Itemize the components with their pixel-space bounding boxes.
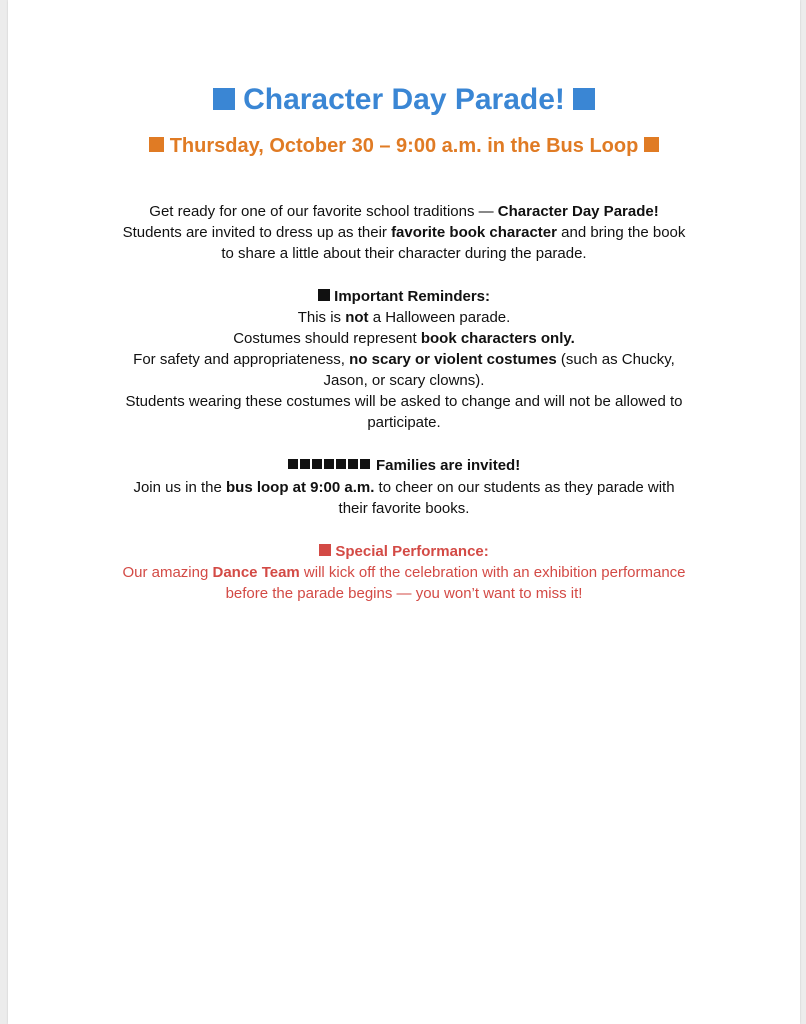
subtitle-text: Thursday, October 30 – 9:00 a.m. in the Bus Loop <box>169 135 639 157</box>
reminders-heading-text: Important Reminders: <box>334 288 491 305</box>
reminder-emphasis: no scary or violent costumes <box>349 351 557 368</box>
intro-line <box>8 222 800 243</box>
blue-square-icon <box>573 88 595 110</box>
reminder-line <box>8 307 800 328</box>
reminder-text: For safety and appropriateness, <box>133 351 350 368</box>
intro-line <box>8 201 800 222</box>
event-date-line <box>8 132 800 160</box>
reminder-line <box>8 349 800 370</box>
reminder-text: This is <box>297 309 346 326</box>
performance-text: Our amazing <box>122 563 213 581</box>
reminder-line: participate. <box>367 414 441 431</box>
intro-emphasis: favorite book character <box>391 224 557 241</box>
families-line: their favorite books. <box>338 499 470 517</box>
black-square-icon <box>318 289 330 301</box>
families-text: Join us in the <box>133 478 226 496</box>
performance-line <box>8 562 800 583</box>
performance-heading <box>8 541 800 562</box>
reminder-line: Students wearing these costumes will be asked to change and will not be allowed to <box>125 393 683 410</box>
intro-text: Get ready for one of our favorite school traditions — <box>149 203 498 220</box>
reminder-text: (such as Chucky, <box>556 351 675 368</box>
families-heading <box>8 455 800 477</box>
intro-text: and bring the book <box>556 224 686 241</box>
families-heading-text: Families are invited! <box>375 457 521 474</box>
reminders-heading <box>8 286 800 307</box>
reminder-text: a Halloween parade. <box>368 309 511 326</box>
families-line <box>8 477 800 498</box>
reminder-line <box>8 328 800 349</box>
flyer-title <box>8 80 800 120</box>
reminder-text: Costumes should represent <box>233 330 421 347</box>
performance-line: before the parade begins — you won’t want to miss it! <box>225 584 583 602</box>
families-section <box>8 455 800 519</box>
intro-text: Students are invited to dress up as their <box>122 224 392 241</box>
blue-square-icon <box>213 88 235 110</box>
black-squares-icon <box>288 454 372 475</box>
families-emphasis: bus loop at 9:00 a.m. <box>226 478 375 496</box>
performance-text: will kick off the celebration with an exhibition performance <box>299 563 686 581</box>
intro-emphasis: Character Day Parade! <box>497 203 659 220</box>
performance-emphasis: Dance Team <box>212 563 300 581</box>
orange-square-icon <box>644 137 659 152</box>
performance-heading-text: Special Performance: <box>335 542 489 560</box>
flyer-content <box>8 80 800 604</box>
orange-square-icon <box>149 137 164 152</box>
reminder-emphasis: not <box>345 309 369 326</box>
flyer-page <box>8 0 800 1024</box>
intro-paragraph <box>8 201 800 264</box>
families-text: to cheer on our students as they parade with <box>374 478 675 496</box>
title-text: Character Day Parade! <box>243 83 565 116</box>
intro-line: to share a little about their character during the parade. <box>221 245 587 262</box>
reminders-section <box>8 286 800 433</box>
reminder-line: Jason, or scary clowns). <box>323 372 485 389</box>
performance-section <box>8 541 800 604</box>
red-square-icon <box>319 544 331 556</box>
reminder-emphasis: book characters only. <box>420 330 575 347</box>
